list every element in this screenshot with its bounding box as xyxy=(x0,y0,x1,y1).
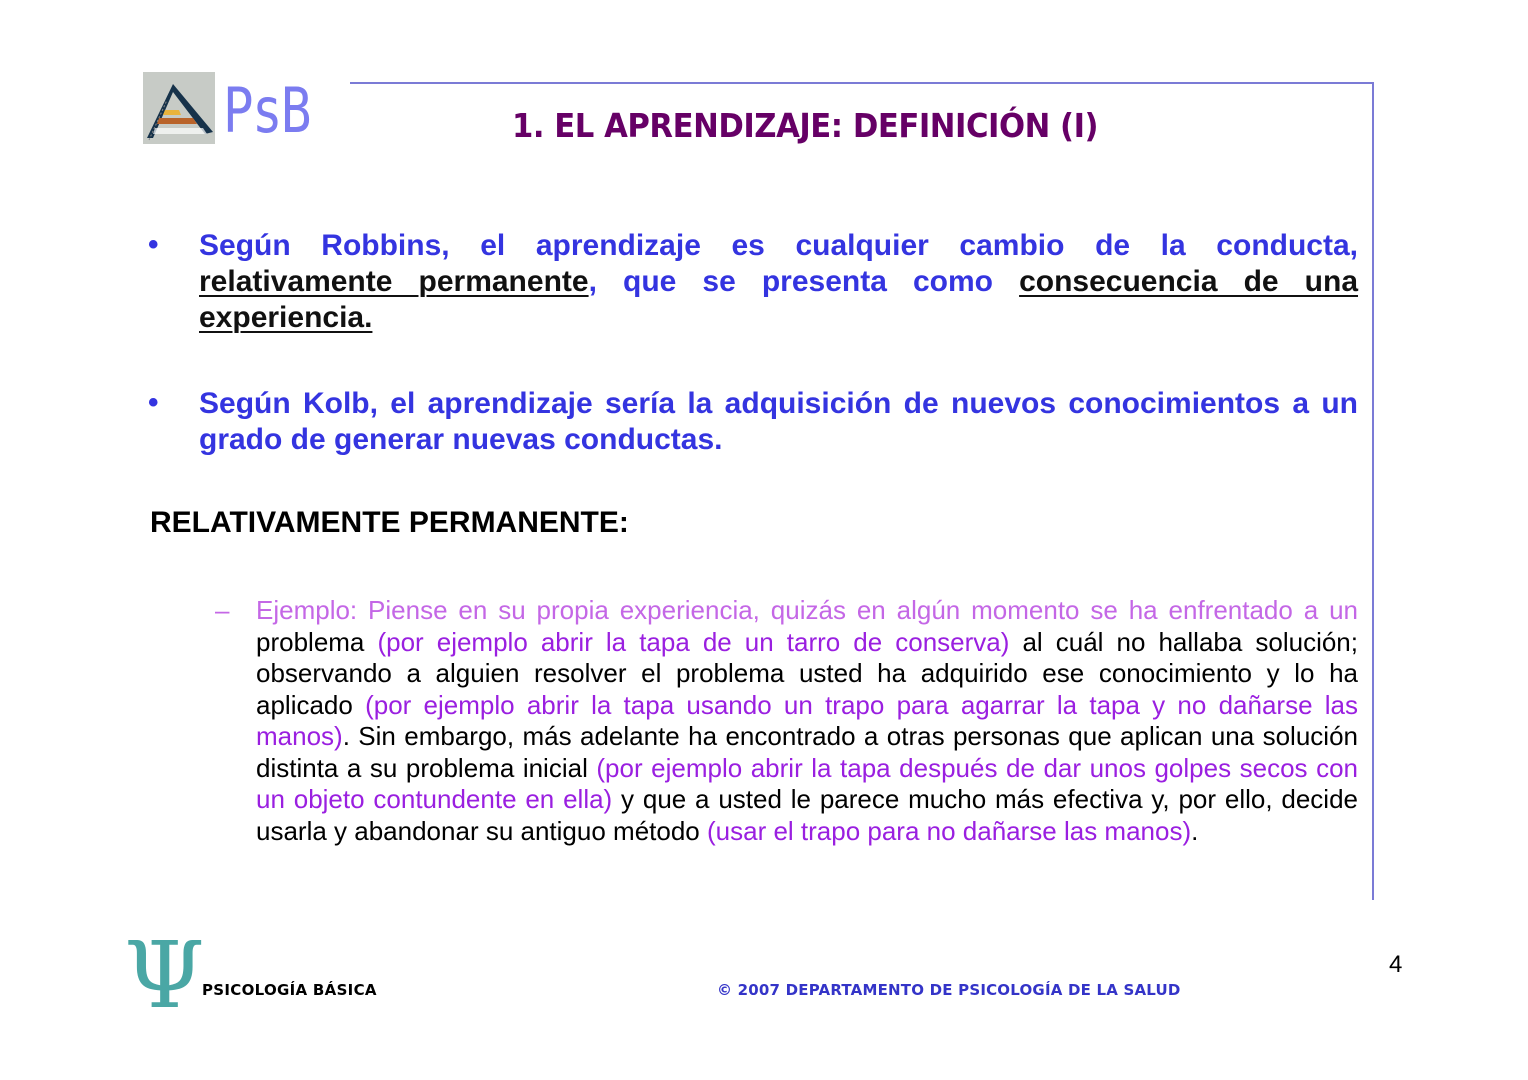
page-number: 4 xyxy=(1389,951,1403,978)
psb-logo xyxy=(143,72,343,152)
text-segment: (usar el trapo para no dañarse las manos) xyxy=(706,815,1192,846)
section-heading: RELATIVAMENTE PERMANENTE: xyxy=(150,506,629,539)
example-item xyxy=(215,595,1358,847)
text-segment: (por ejemplo abrir la tapa después de dar unos golpes secos con un objeto contundente en ella) xyxy=(256,752,1358,814)
text-segment: al cuál no hallaba solución; observando a alguien resolver el problema usted ha adquirido ese conocimiento y lo ha aplicado xyxy=(256,626,1358,720)
bullet-icon: • xyxy=(148,228,159,261)
text-segment: (por ejemplo abrir la tapa de un tarro de conserva) xyxy=(377,626,1010,657)
bullet-robbins xyxy=(148,228,1358,336)
text-segment: . xyxy=(1191,815,1199,846)
text-segment: . Sin embargo, más adelante ha encontrado a otras personas que aplican una solución distinta a su problema inicial xyxy=(256,721,1358,783)
text-segment: y que a usted le parece mucho más efectiva y, por ello, decide usarla y abandonar su antiguo método xyxy=(256,784,1358,846)
copyright-notice: © 2007 DEPARTAMENTO DE PSICOLOGÍA DE LA SALUD xyxy=(717,981,1181,999)
text-segment: Ejemplo: Piense en su propia experiencia, quizás en algún momento se ha enfrentado a un xyxy=(256,595,1358,625)
text-segment: (por ejemplo abrir la tapa usando un trapo para agarrar la tapa y no dañarse las manos) xyxy=(256,689,1358,751)
text-segment: problema xyxy=(256,626,378,657)
text-segment: Según Kolb, el aprendizaje sería la adquisición de nuevos conocimientos a un grado de generar nuevas conductas. xyxy=(199,387,1358,456)
page-title: 1. EL APRENDIZAJE: DEFINICIÓN (I) xyxy=(512,106,1099,145)
example-text xyxy=(256,595,1358,847)
frame-top-border xyxy=(350,82,1374,84)
bullet-text xyxy=(199,228,1358,336)
text-segment: , que se presenta como xyxy=(588,265,1020,298)
underlined-term: relativamente permanente xyxy=(199,265,589,298)
psi-logo-icon: Ψ xyxy=(124,922,205,1029)
course-name: PSICOLOGÍA BÁSICA xyxy=(202,981,377,999)
frame-right-border xyxy=(1372,82,1374,900)
logo-text: PsB xyxy=(223,74,310,147)
bullet-kolb xyxy=(148,386,1358,458)
underlined-term: consecuencia de una experiencia. xyxy=(199,265,1359,334)
text-segment: Según Robbins, el aprendizaje es cualquier cambio de la conducta, xyxy=(199,229,1358,262)
bullet-text xyxy=(199,386,1358,458)
pyramid-logo-icon xyxy=(143,72,215,144)
dash-bullet-icon: – xyxy=(215,595,230,625)
bullet-icon: • xyxy=(148,386,159,419)
